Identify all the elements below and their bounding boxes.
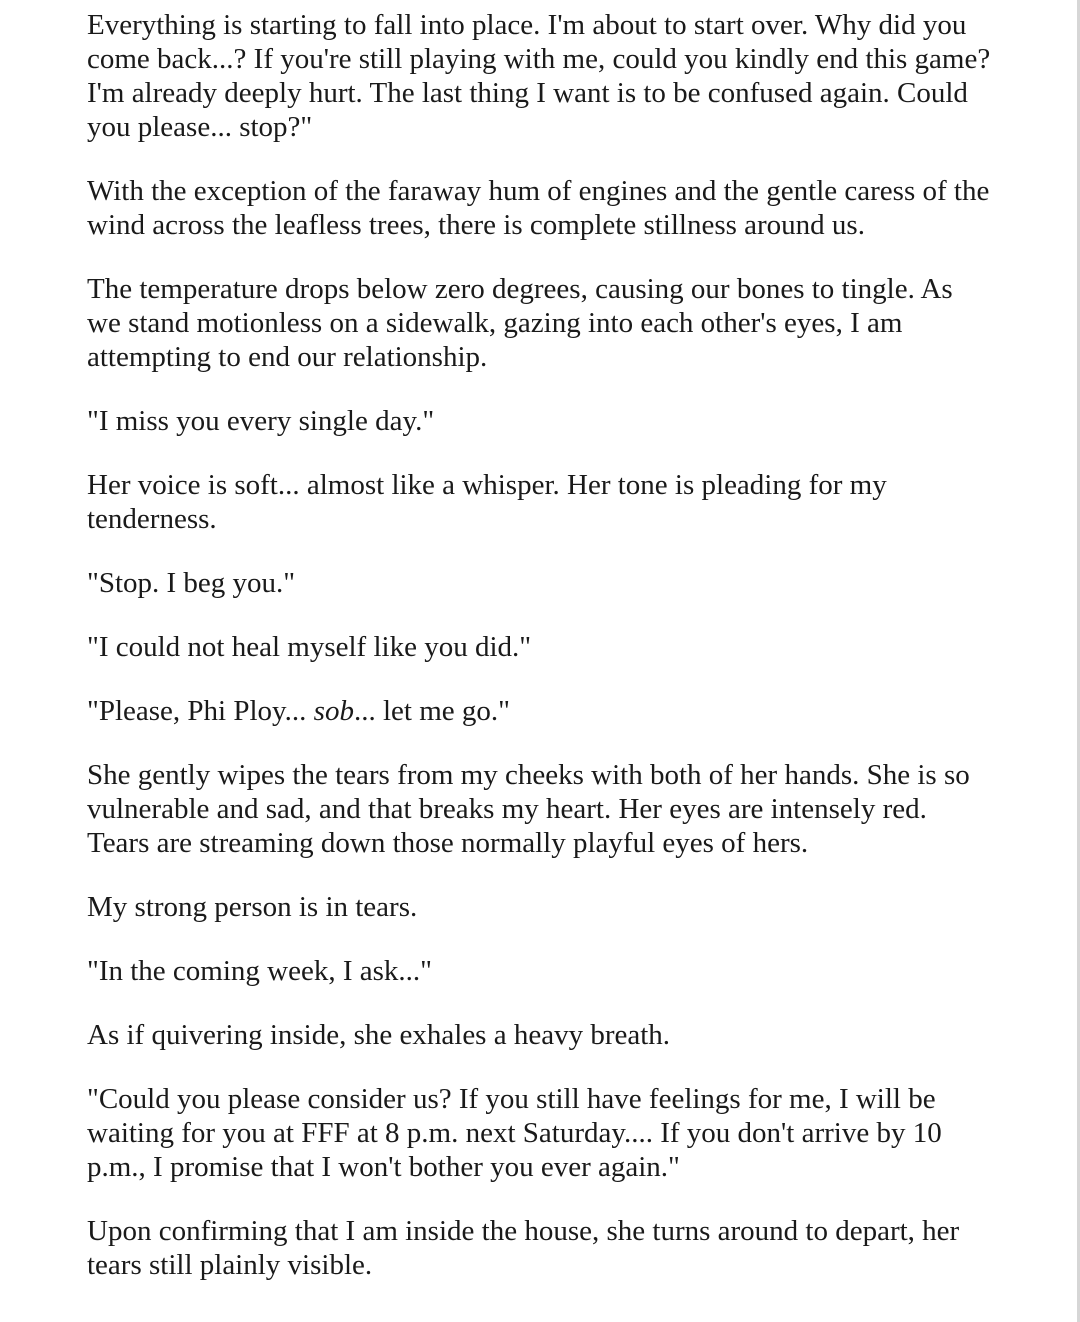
paragraph-6: "Stop. I beg you.": [87, 567, 296, 599]
paragraph-3: The temperature drops below zero degrees, causing our bones to tingle. As we stand motionless on a sidewalk, gazing into each other's eyes, I am attempting to end our relationship.: [87, 273, 953, 373]
paragraph-12: As if quivering inside, she exhales a heavy breath.: [87, 1019, 671, 1051]
story-text: [87, 8, 992, 1282]
paragraph-5: Her voice is soft... almost like a whisper. Her tone is pleading for my tenderness.: [87, 469, 887, 535]
paragraph-8-start: "Please, Phi Ploy...: [87, 695, 314, 727]
paragraph-14: Upon confirming that I am inside the house, she turns around to depart, her tears still plainly visible.: [87, 1215, 960, 1281]
paragraph-9: She gently wipes the tears from my cheeks with both of her hands. She is so vulnerable and sad, and that breaks my heart. Her eyes are intensely red. Tears are streaming down those normally playful eyes of hers.: [87, 759, 970, 859]
paragraph-13: "Could you please consider us? If you still have feelings for me, I will be waiting for you at FFF at 8 p.m. next Saturday.... If you don't arrive by 10 p.m., I promise that I won't bother you ever again.": [87, 1083, 942, 1183]
paragraph-7: "I could not heal myself like you did.": [87, 631, 532, 663]
paragraph-8: [87, 694, 992, 728]
paragraph-4: "I miss you every single day.": [87, 405, 435, 437]
paragraph-8-italic: sob: [313, 695, 354, 727]
paragraph-8-end: ... let me go.": [353, 695, 510, 727]
paragraph-11: "In the coming week, I ask...": [87, 955, 432, 987]
paragraph-1: Everything is starting to fall into place. I'm about to start over. Why did you come back...? If you're still playing with me, could you kindly end this game? I'm already deeply hurt. The last thing I want is to be confused again. Could you please... stop?": [87, 9, 991, 143]
paragraph-10: My strong person is in tears.: [87, 891, 418, 923]
paragraph-2: With the exception of the faraway hum of engines and the gentle caress of the wind across the leafless trees, there is complete stillness around us.: [87, 175, 990, 241]
